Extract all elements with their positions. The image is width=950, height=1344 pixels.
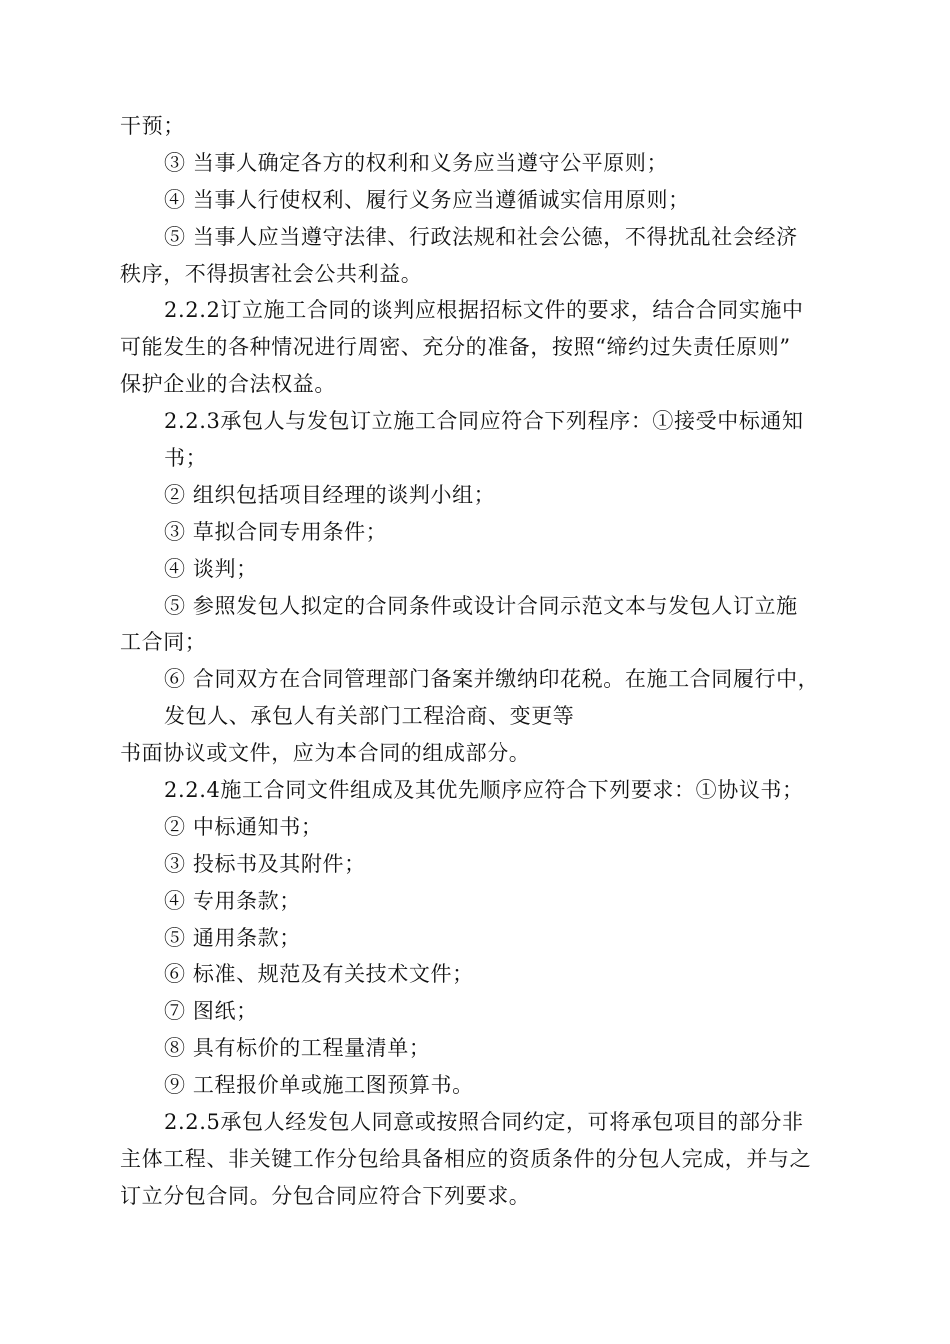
text-line: ⑧ 具有标价的工程量清单； <box>164 1036 431 1061</box>
text-line: 订立分包合同。分包合同应符合下列要求。 <box>120 1183 531 1208</box>
text-line: 2.2.5承包人经发包人同意或按照合同约定，可将承包项目的部分非 <box>164 1110 804 1135</box>
text-line: ④ 谈判； <box>164 556 258 581</box>
text-line: 保护企业的合法权益。 <box>120 372 336 397</box>
text-line: 秩序，不得损害社会公共利益。 <box>120 261 423 286</box>
text-line: ⑤ 当事人应当遵守法律、行政法规和社会公德，不得扰乱社会经济 <box>164 224 798 249</box>
text-line: ⑤ 参照发包人拟定的合同条件或设计合同示范文本与发包人订立施 <box>164 593 798 618</box>
text-line: 主体工程、非关键工作分包给具备相应的资质条件的分包人完成，并与之 <box>120 1146 812 1171</box>
text-line: ④ 当事人行使权利、履行义务应当遵循诚实信用原则； <box>164 187 690 212</box>
text-line: 工合同； <box>120 630 207 655</box>
text-line: 书； <box>164 446 208 471</box>
text-line: ② 中标通知书； <box>164 814 323 839</box>
text-line: 书面协议或文件，应为本合同的组成部分。 <box>120 741 531 766</box>
text-line: 2.2.3承包人与发包订立施工合同应符合下列程序：①接受中标通知 <box>164 409 804 434</box>
text-line: 干预； <box>120 114 185 138</box>
text-line: ⑥ 合同双方在合同管理部门备案并缴纳印花税。在施工合同履行中， <box>164 667 820 692</box>
text-line: 可能发生的各种情况进行周密、充分的准备，按照“缔约过失责任原则” <box>120 335 791 360</box>
text-line: ③ 当事人确定各方的权利和义务应当遵守公平原则； <box>164 150 669 175</box>
text-line: ⑦ 图纸； <box>164 999 258 1024</box>
text-line: ⑨ 工程报价单或施工图预算书。 <box>164 1073 474 1098</box>
document-body <box>120 108 836 1215</box>
text-line: ② 组织包括项目经理的谈判小组； <box>164 482 496 507</box>
text-line: ⑤ 通用条款； <box>164 925 301 950</box>
text-line: ③ 投标书及其附件； <box>164 851 366 876</box>
text-line: 2.2.4施工合同文件组成及其优先顺序应符合下列要求：①协议书； <box>164 778 804 803</box>
text-line: ③ 草拟合同专用条件； <box>164 519 388 544</box>
text-line: 2.2.2订立施工合同的谈判应根据招标文件的要求，结合合同实施中 <box>164 298 804 323</box>
text-line: ④ 专用条款； <box>164 888 301 913</box>
text-line: ⑥ 标准、规范及有关技术文件； <box>164 962 474 987</box>
text-line: 发包人、承包人有关部门工程洽商、变更等 <box>164 704 575 729</box>
